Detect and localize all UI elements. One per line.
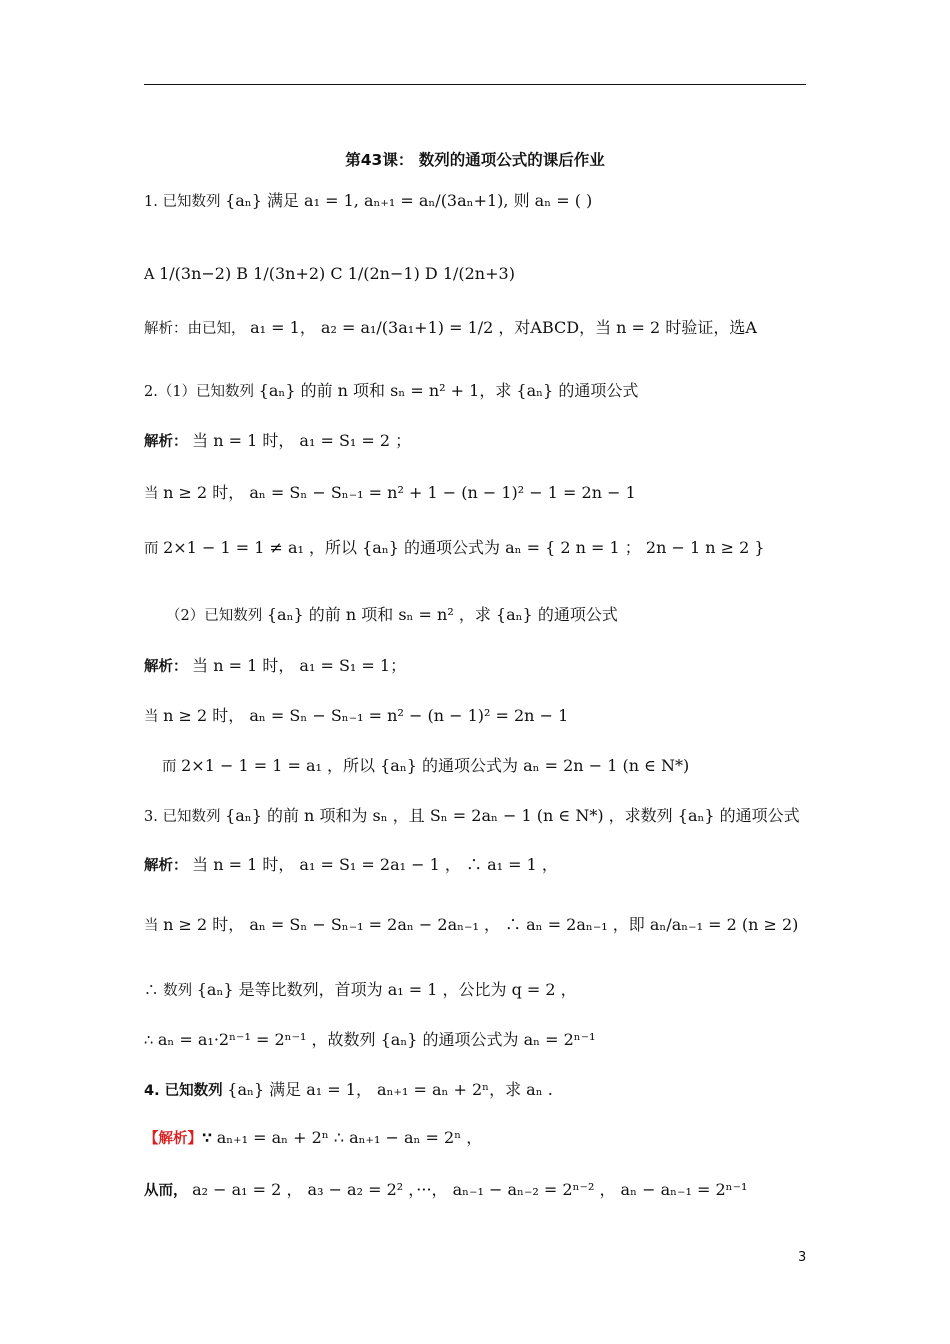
line-label: A (144, 267, 155, 283)
problem-line (144, 191, 592, 211)
line-math: 当 n = 1 时， a₁ = S₁ = 2 ； (192, 431, 412, 450)
header-rule (144, 84, 806, 85)
problem-line (144, 855, 558, 875)
line-math: {aₙ} 的前 n 项和 sₙ = n² ，求 {aₙ} 的通项公式 (266, 605, 618, 624)
line-math: 2×1 − 1 = 1 ≠ a₁ ，所以 {aₙ} 的通项公式为 aₙ = { 2 n = 1 ； 2n − 1 n ≥ 2 } (163, 538, 765, 557)
line-label: （2）已知数列 (166, 608, 263, 624)
line-label: 解析： (144, 434, 188, 450)
problem-line (144, 483, 636, 503)
line-math: aₙ₊₁ = aₙ + 2ⁿ ∴ aₙ₊₁ − aₙ = 2ⁿ ， (216, 1128, 483, 1147)
line-label: 而 (162, 759, 177, 775)
solution-tag: 【解析】 (144, 1131, 202, 1147)
problem-line (144, 915, 798, 935)
line-label: ∵ (202, 1131, 213, 1147)
line-math: {aₙ} 的前 n 项和为 sₙ ，且 Sₙ = 2aₙ − 1 (n ∈ N*) ，求数列 {aₙ} 的通项公式 (225, 806, 800, 825)
problem-line (144, 318, 757, 338)
problem-line (162, 756, 689, 776)
page-title: 第43课： 数列的通项公式的课后作业 (345, 151, 605, 169)
line-label: 1. 已知数列 (144, 194, 221, 210)
line-label: 解析： (144, 858, 188, 874)
line-label: 当 (144, 918, 159, 934)
line-math: {aₙ} 是等比数列，首项为 a₁ = 1 ，公比为 q = 2 ， (196, 980, 577, 999)
line-label: 2.（1）已知数列 (144, 384, 255, 400)
line-math: {aₙ} 满足 a₁ = 1, aₙ₊₁ = aₙ/(3aₙ+1), 则 aₙ = ( ) (225, 191, 593, 210)
line-math: 当 n = 1 时， a₁ = S₁ = 2a₁ − 1 ， ∴ a₁ = 1 ， (192, 855, 558, 874)
line-math: {aₙ} 满足 a₁ = 1， aₙ₊₁ = aₙ + 2ⁿ，求 aₙ . (227, 1080, 553, 1099)
problem-line (166, 605, 618, 625)
line-label: 而 (144, 541, 159, 557)
line-label: 3. 已知数列 (144, 809, 221, 825)
problem-line (144, 1080, 553, 1100)
problem-line (144, 1180, 747, 1200)
problem-line (144, 431, 411, 451)
problem-line (144, 656, 406, 676)
line-math: n ≥ 2 时， aₙ = Sₙ − Sₙ₋₁ = n² − (n − 1)² = 2n − 1 (163, 706, 569, 725)
line-math: a₂ − a₁ = 2 ， a₃ − a₂ = 2² ，···， aₙ₋₁ − aₙ₋₂ = 2ⁿ⁻² ， aₙ − aₙ₋₁ = 2ⁿ⁻¹ (192, 1180, 748, 1199)
line-math: 1/(3n−2) B 1/(3n+2) C 1/(2n−1) D 1/(2n+3) (159, 264, 515, 283)
problem-line (144, 264, 515, 284)
line-label: ∴ 数列 (144, 983, 193, 999)
page-number: 3 (798, 1250, 807, 1265)
line-label: 4. 已知数列 (144, 1083, 223, 1099)
line-label: 当 (144, 709, 159, 725)
problem-line (144, 1128, 482, 1148)
problem-line (144, 806, 800, 826)
line-math: {aₙ} 的前 n 项和 sₙ = n² + 1，求 {aₙ} 的通项公式 (258, 381, 639, 400)
line-math: 当 n = 1 时， a₁ = S₁ = 1； (192, 656, 407, 675)
problem-line (144, 706, 568, 726)
line-label: 当 (144, 486, 159, 502)
problem-line (144, 1030, 596, 1050)
line-math: n ≥ 2 时， aₙ = Sₙ − Sₙ₋₁ = 2aₙ − 2aₙ₋₁ ， ∴ aₙ = 2aₙ₋₁ ，即 aₙ/aₙ₋₁ = 2 (n ≥ 2) (163, 915, 799, 934)
line-math: 2×1 − 1 = 1 = a₁ ，所以 {aₙ} 的通项公式为 aₙ = 2n − 1 (n ∈ N*) (181, 756, 690, 775)
line-label: 解析： (144, 659, 188, 675)
line-math: n ≥ 2 时， aₙ = Sₙ − Sₙ₋₁ = n² + 1 − (n − 1)² − 1 = 2n − 1 (163, 483, 636, 502)
problem-line (144, 538, 765, 558)
line-label: 从而， (144, 1183, 188, 1199)
problem-line (144, 381, 638, 401)
line-label: 解析：由已知， (144, 321, 246, 337)
line-label: ∴ (144, 1033, 154, 1049)
problem-line (144, 980, 577, 1000)
line-math: a₁ = 1， a₂ = a₁/(3a₁+1) = 1/2 ，对ABCD，当 n = 2 时验证，选A (250, 318, 757, 337)
line-math: aₙ = a₁·2ⁿ⁻¹ = 2ⁿ⁻¹ ，故数列 {aₙ} 的通项公式为 aₙ = 2ⁿ⁻¹ (157, 1030, 596, 1049)
